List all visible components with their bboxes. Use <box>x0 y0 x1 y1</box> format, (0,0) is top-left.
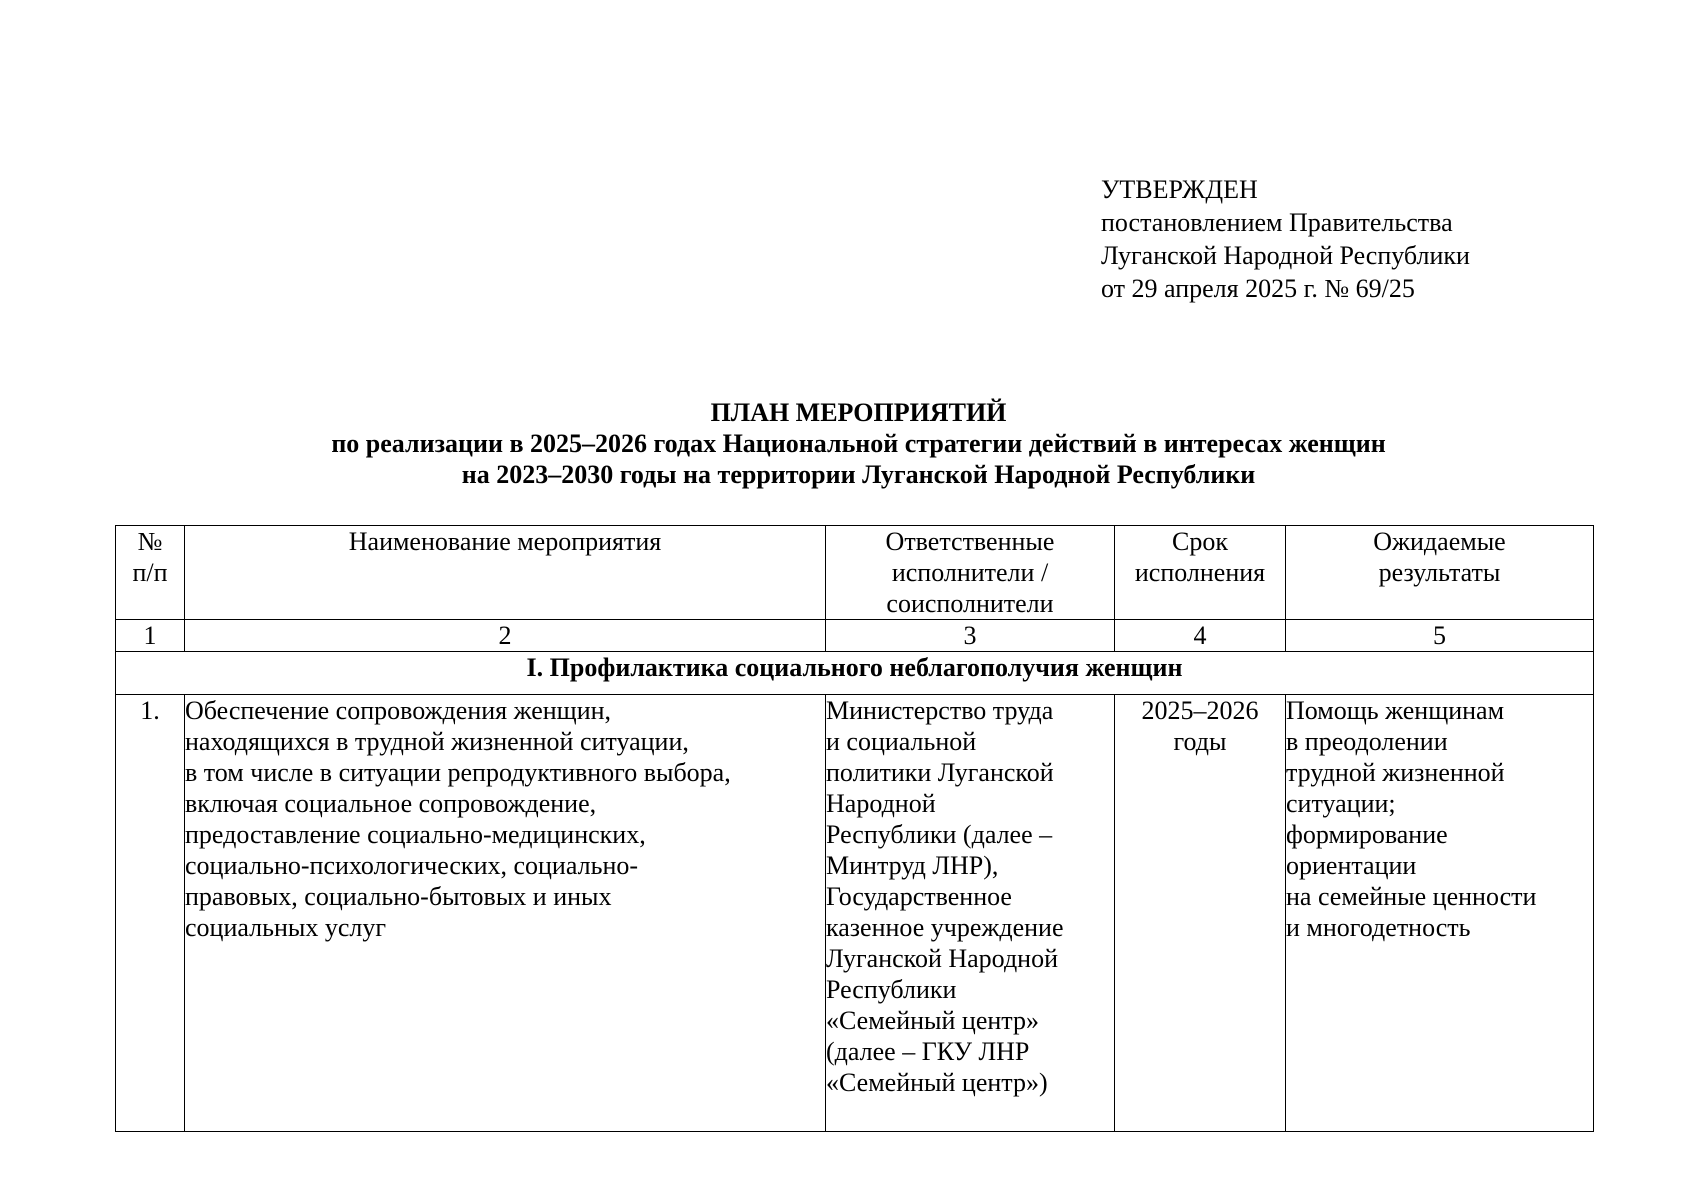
row-responsible: Министерство труда и социальной политики Луганской Народной Республики (далее – Минтруд ЛНР), Государственное казенное учреждение Луганской Народной Республики «Семейный центр» (далее – ГКУ ЛНР «Семейный центр») <box>826 695 1115 1132</box>
section-title: I. Профилактика социального неблагополучия женщин <box>116 652 1594 695</box>
header-responsible: Ответственные исполнители / соисполнители <box>826 526 1115 620</box>
approval-stamp <box>1101 173 1470 305</box>
header-num: № п/п <box>116 526 185 620</box>
document-title <box>0 397 1697 490</box>
column-number: 3 <box>826 620 1115 652</box>
table-row <box>116 695 1594 1132</box>
column-number: 1 <box>116 620 185 652</box>
column-number: 4 <box>1115 620 1286 652</box>
column-number: 5 <box>1286 620 1594 652</box>
column-number-row <box>116 620 1594 652</box>
row-results: Помощь женщинам в преодолении трудной жизненной ситуации; формирование ориентации на семейные ценности и многодетность <box>1286 695 1594 1132</box>
header-term: Срок исполнения <box>1115 526 1286 620</box>
row-number: 1. <box>116 695 185 1132</box>
row-activity-name: Обеспечение сопровождения женщин, находящихся в трудной жизненной ситуации, в том числе в ситуации репродуктивного выбора, включая социальное сопровождение, предоставление социально-медицинских, социально-психологических, социально- правовых, социально-бытовых и иных социальных услуг <box>185 695 826 1132</box>
section-row <box>116 652 1594 695</box>
header-row <box>116 526 1594 620</box>
approval-line: Луганской Народной Республики <box>1101 241 1470 270</box>
approval-line: постановлением Правительства <box>1101 208 1453 237</box>
column-number: 2 <box>185 620 826 652</box>
plan-table <box>115 525 1594 1132</box>
title-line: на 2023–2030 годы на территории Луганской Народной Республики <box>461 460 1256 489</box>
title-line: по реализации в 2025–2026 годах Национальной стратегии действий в интересах женщин <box>331 429 1386 458</box>
row-term: 2025–2026 годы <box>1115 695 1286 1132</box>
header-name: Наименование мероприятия <box>185 526 826 620</box>
title-line: ПЛАН МЕРОПРИЯТИЙ <box>710 398 1007 427</box>
approval-line: от 29 апреля 2025 г. № 69/25 <box>1101 274 1415 303</box>
approval-line: УТВЕРЖДЕН <box>1101 175 1258 204</box>
header-results: Ожидаемые результаты <box>1286 526 1594 620</box>
